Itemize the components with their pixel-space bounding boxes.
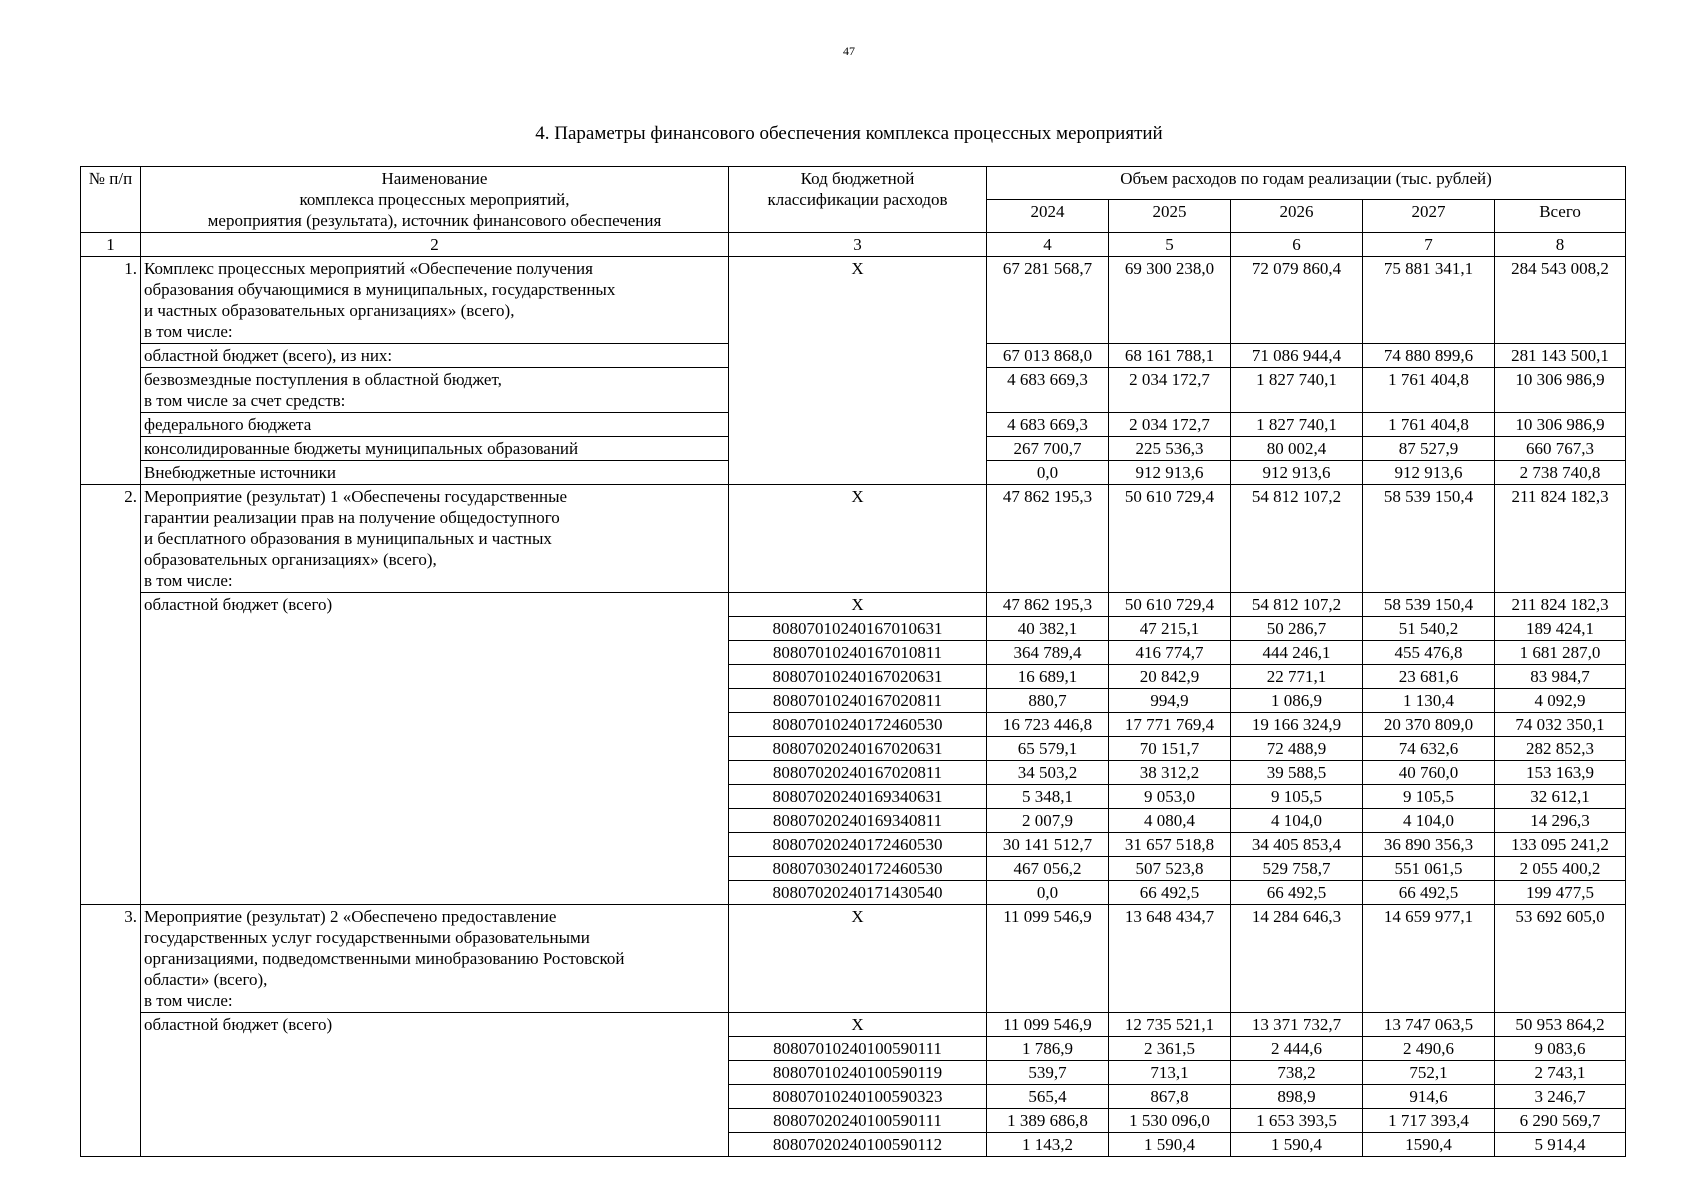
value-cell: 867,8 [1109, 1085, 1231, 1109]
value-cell: 66 492,5 [1363, 881, 1495, 905]
row-name [141, 368, 729, 413]
value-cell: 284 543 008,2 [1495, 257, 1626, 344]
row-name [141, 257, 729, 344]
budget-code: 80807030240172460530 [729, 857, 987, 881]
value-cell: 53 692 605,0 [1495, 905, 1626, 1013]
value-cell: 16 689,1 [987, 665, 1109, 689]
value-cell: 2 361,5 [1109, 1037, 1231, 1061]
value-cell: 565,4 [987, 1085, 1109, 1109]
column-number: 1 [81, 233, 141, 257]
value-cell: 539,7 [987, 1061, 1109, 1085]
row-name-line: в том числе: [144, 571, 233, 590]
value-cell: 199 477,5 [1495, 881, 1626, 905]
value-cell: 80 002,4 [1231, 437, 1363, 461]
value-cell: 50 610 729,4 [1109, 485, 1231, 593]
value-cell: 14 284 646,3 [1231, 905, 1363, 1013]
budget-code: 80807010240172460530 [729, 713, 987, 737]
value-cell: 1 717 393,4 [1363, 1109, 1495, 1133]
value-cell: 70 151,7 [1109, 737, 1231, 761]
column-number: 4 [987, 233, 1109, 257]
value-cell: 12 735 521,1 [1109, 1013, 1231, 1037]
row-name-line: образовательных организациях» (всего), [144, 550, 437, 569]
value-cell: 2 034 172,7 [1109, 413, 1231, 437]
value-cell: 65 579,1 [987, 737, 1109, 761]
value-cell: 9 053,0 [1109, 785, 1231, 809]
value-cell: 40 760,0 [1363, 761, 1495, 785]
budget-code: 80807010240100590111 [729, 1037, 987, 1061]
value-cell: 22 771,1 [1231, 665, 1363, 689]
row-name-line: безвозмездные поступления в областной бюджет, [144, 370, 502, 389]
value-cell: 752,1 [1363, 1061, 1495, 1085]
budget-code: 80807010240100590323 [729, 1085, 987, 1109]
header-volume: Объем расходов по годам реализации (тыс. рублей) [987, 167, 1626, 200]
value-cell: 13 747 063,5 [1363, 1013, 1495, 1037]
value-cell: 67 013 868,0 [987, 344, 1109, 368]
budget-code: Х [729, 905, 987, 1013]
value-cell: 14 659 977,1 [1363, 905, 1495, 1013]
header-year: Всего [1495, 200, 1626, 233]
header-name-line: Наименование [381, 169, 488, 188]
row-name-line: Мероприятие (результат) 1 «Обеспечены государственные [144, 487, 568, 506]
value-cell: 1 389 686,8 [987, 1109, 1109, 1133]
table-row [81, 905, 1626, 1013]
value-cell: 74 880 899,6 [1363, 344, 1495, 368]
value-cell: 2 007,9 [987, 809, 1109, 833]
column-numbers-row [81, 233, 1626, 257]
budget-code: 80807020240100590112 [729, 1133, 987, 1157]
value-cell: 13 648 434,7 [1109, 905, 1231, 1013]
value-cell: 23 681,6 [1363, 665, 1495, 689]
budget-code: 80807020240169340811 [729, 809, 987, 833]
row-name-line: гарантии реализации прав на получение общедоступного [144, 508, 560, 527]
value-cell: 467 056,2 [987, 857, 1109, 881]
row-name-line: государственных услуг государственными образовательными [144, 928, 590, 947]
page-number: 47 [843, 44, 855, 58]
row-name-line: в том числе: [144, 991, 233, 1010]
value-cell: 66 492,5 [1231, 881, 1363, 905]
budget-code: 80807020240167020811 [729, 761, 987, 785]
header-code-line: классификации расходов [767, 190, 948, 209]
value-cell: 47 862 195,3 [987, 593, 1109, 617]
value-cell: 211 824 182,3 [1495, 485, 1626, 593]
header-row [81, 167, 1626, 200]
value-cell: 87 527,9 [1363, 437, 1495, 461]
value-cell: 69 300 238,0 [1109, 257, 1231, 344]
value-cell: 1 827 740,1 [1231, 368, 1363, 413]
value-cell: 9 105,5 [1231, 785, 1363, 809]
value-cell: 1 761 404,8 [1363, 368, 1495, 413]
value-cell: 133 095 241,2 [1495, 833, 1626, 857]
value-cell: 444 246,1 [1231, 641, 1363, 665]
column-number: 7 [1363, 233, 1495, 257]
budget-code: 80807010240167010631 [729, 617, 987, 641]
value-cell: 19 166 324,9 [1231, 713, 1363, 737]
value-cell: 1 590,4 [1231, 1133, 1363, 1157]
value-cell: 3 246,7 [1495, 1085, 1626, 1109]
value-cell: 1 786,9 [987, 1037, 1109, 1061]
row-name-line: и частных образовательных организациях» (всего), [144, 301, 515, 320]
value-cell: 11 099 546,9 [987, 1013, 1109, 1037]
value-cell: 267 700,7 [987, 437, 1109, 461]
value-cell: 4 092,9 [1495, 689, 1626, 713]
value-cell: 66 492,5 [1109, 881, 1231, 905]
value-cell: 11 099 546,9 [987, 905, 1109, 1013]
financing-table [80, 166, 1626, 1157]
value-cell: 2 444,6 [1231, 1037, 1363, 1061]
value-cell: 14 296,3 [1495, 809, 1626, 833]
value-cell: 74 032 350,1 [1495, 713, 1626, 737]
header-name-line: мероприятия (результата), источник финансового обеспечения [207, 211, 662, 230]
header-code-line: Код бюджетной [800, 169, 915, 188]
budget-code: 80807020240169340631 [729, 785, 987, 809]
value-cell: 914,6 [1363, 1085, 1495, 1109]
value-cell: 1 827 740,1 [1231, 413, 1363, 437]
value-cell: 507 523,8 [1109, 857, 1231, 881]
value-cell: 1590,4 [1363, 1133, 1495, 1157]
row-name [141, 413, 729, 437]
value-cell: 2 743,1 [1495, 1061, 1626, 1085]
row-name-line: в том числе за счет средств: [144, 391, 346, 410]
row-name [141, 344, 729, 368]
value-cell: 364 789,4 [987, 641, 1109, 665]
value-cell: 4 683 669,3 [987, 413, 1109, 437]
value-cell: 67 281 568,7 [987, 257, 1109, 344]
value-cell: 1 761 404,8 [1363, 413, 1495, 437]
row-name: областной бюджет (всего) [141, 1013, 729, 1157]
value-cell: 10 306 986,9 [1495, 368, 1626, 413]
row-name-line: Комплекс процессных мероприятий «Обеспечение получения [144, 259, 593, 278]
budget-code: 80807020240167020631 [729, 737, 987, 761]
value-cell: 912 913,6 [1231, 461, 1363, 485]
value-cell: 51 540,2 [1363, 617, 1495, 641]
budget-code: Х [729, 257, 987, 485]
value-cell: 1 143,2 [987, 1133, 1109, 1157]
value-cell: 455 476,8 [1363, 641, 1495, 665]
value-cell: 880,7 [987, 689, 1109, 713]
value-cell: 1 681 287,0 [1495, 641, 1626, 665]
value-cell: 10 306 986,9 [1495, 413, 1626, 437]
column-number: 2 [141, 233, 729, 257]
budget-code: 80807020240172460530 [729, 833, 987, 857]
row-name: областной бюджет (всего) [141, 593, 729, 905]
value-cell: 2 738 740,8 [1495, 461, 1626, 485]
budget-code: Х [729, 593, 987, 617]
value-cell: 31 657 518,8 [1109, 833, 1231, 857]
value-cell: 58 539 150,4 [1363, 485, 1495, 593]
header-year: 2026 [1231, 200, 1363, 233]
value-cell: 71 086 944,4 [1231, 344, 1363, 368]
column-number: 8 [1495, 233, 1626, 257]
value-cell: 2 055 400,2 [1495, 857, 1626, 881]
budget-code: 80807010240167010811 [729, 641, 987, 665]
value-cell: 2 490,6 [1363, 1037, 1495, 1061]
value-cell: 551 061,5 [1363, 857, 1495, 881]
value-cell: 994,9 [1109, 689, 1231, 713]
value-cell: 1 590,4 [1109, 1133, 1231, 1157]
value-cell: 68 161 788,1 [1109, 344, 1231, 368]
value-cell: 225 536,3 [1109, 437, 1231, 461]
value-cell: 0,0 [987, 461, 1109, 485]
row-name-line: федерального бюджета [144, 415, 312, 434]
value-cell: 4 080,4 [1109, 809, 1231, 833]
value-cell: 16 723 446,8 [987, 713, 1109, 737]
value-cell: 58 539 150,4 [1363, 593, 1495, 617]
row-name [141, 485, 729, 593]
row-name-line: образования обучающимися в муниципальных, государственных [144, 280, 616, 299]
value-cell: 153 163,9 [1495, 761, 1626, 785]
value-cell: 738,2 [1231, 1061, 1363, 1085]
budget-code: 80807010240167020631 [729, 665, 987, 689]
value-cell: 54 812 107,2 [1231, 485, 1363, 593]
row-name [141, 905, 729, 1013]
value-cell: 4 683 669,3 [987, 368, 1109, 413]
budget-code: Х [729, 1013, 987, 1037]
value-cell: 13 371 732,7 [1231, 1013, 1363, 1037]
value-cell: 6 290 569,7 [1495, 1109, 1626, 1133]
header-year: 2025 [1109, 200, 1231, 233]
column-number: 3 [729, 233, 987, 257]
row-name [141, 461, 729, 485]
row-name-line: Мероприятие (результат) 2 «Обеспечено предоставление [144, 907, 557, 926]
value-cell: 34 503,2 [987, 761, 1109, 785]
column-number: 6 [1231, 233, 1363, 257]
value-cell: 416 774,7 [1109, 641, 1231, 665]
header-num: № п/п [81, 167, 141, 233]
row-number: 2. [81, 485, 141, 905]
value-cell: 713,1 [1109, 1061, 1231, 1085]
value-cell: 72 079 860,4 [1231, 257, 1363, 344]
header-name-line: комплекса процессных мероприятий, [299, 190, 570, 209]
table-row [81, 485, 1626, 593]
value-cell: 1 130,4 [1363, 689, 1495, 713]
value-cell: 281 143 500,1 [1495, 344, 1626, 368]
value-cell: 72 488,9 [1231, 737, 1363, 761]
table-row [81, 1013, 1626, 1037]
value-cell: 39 588,5 [1231, 761, 1363, 785]
value-cell: 282 852,3 [1495, 737, 1626, 761]
row-name-line: и бесплатного образования в муниципальных и частных [144, 529, 552, 548]
value-cell: 54 812 107,2 [1231, 593, 1363, 617]
value-cell: 83 984,7 [1495, 665, 1626, 689]
column-number: 5 [1109, 233, 1231, 257]
row-name [141, 437, 729, 461]
table-row [81, 593, 1626, 617]
value-cell: 50 610 729,4 [1109, 593, 1231, 617]
row-name-line: области» (всего), [144, 970, 268, 989]
budget-code: 80807020240171430540 [729, 881, 987, 905]
value-cell: 50 953 864,2 [1495, 1013, 1626, 1037]
budget-code: Х [729, 485, 987, 593]
value-cell: 5 348,1 [987, 785, 1109, 809]
row-name-line: организациями, подведомственными минобразованию Ростовской [144, 949, 625, 968]
row-name-line: Внебюджетные источники [144, 463, 336, 482]
header-year: 2027 [1363, 200, 1495, 233]
value-cell: 189 424,1 [1495, 617, 1626, 641]
header-year: 2024 [987, 200, 1109, 233]
value-cell: 211 824 182,3 [1495, 593, 1626, 617]
value-cell: 30 141 512,7 [987, 833, 1109, 857]
value-cell: 47 215,1 [1109, 617, 1231, 641]
value-cell: 75 881 341,1 [1363, 257, 1495, 344]
value-cell: 50 286,7 [1231, 617, 1363, 641]
table-row [81, 257, 1626, 344]
budget-code: 80807010240100590119 [729, 1061, 987, 1085]
value-cell: 4 104,0 [1231, 809, 1363, 833]
row-name-line: консолидированные бюджеты муниципальных образований [144, 439, 579, 458]
budget-code: 80807020240100590111 [729, 1109, 987, 1133]
value-cell: 36 890 356,3 [1363, 833, 1495, 857]
value-cell: 32 612,1 [1495, 785, 1626, 809]
header-name [141, 167, 729, 233]
value-cell: 912 913,6 [1109, 461, 1231, 485]
value-cell: 660 767,3 [1495, 437, 1626, 461]
value-cell: 5 914,4 [1495, 1133, 1626, 1157]
value-cell: 1 530 096,0 [1109, 1109, 1231, 1133]
value-cell: 898,9 [1231, 1085, 1363, 1109]
value-cell: 1 086,9 [1231, 689, 1363, 713]
value-cell: 9 105,5 [1363, 785, 1495, 809]
value-cell: 47 862 195,3 [987, 485, 1109, 593]
value-cell: 912 913,6 [1363, 461, 1495, 485]
value-cell: 38 312,2 [1109, 761, 1231, 785]
value-cell: 17 771 769,4 [1109, 713, 1231, 737]
value-cell: 0,0 [987, 881, 1109, 905]
value-cell: 74 632,6 [1363, 737, 1495, 761]
value-cell: 34 405 853,4 [1231, 833, 1363, 857]
row-name-line: областной бюджет (всего), из них: [144, 346, 393, 365]
value-cell: 20 370 809,0 [1363, 713, 1495, 737]
header-code [729, 167, 987, 233]
value-cell: 1 653 393,5 [1231, 1109, 1363, 1133]
row-number: 3. [81, 905, 141, 1157]
document-title: 4. Параметры финансового обеспечения комплекса процессных мероприятий [535, 123, 1163, 144]
value-cell: 529 758,7 [1231, 857, 1363, 881]
row-number: 1. [81, 257, 141, 485]
row-name-line: в том числе: [144, 322, 233, 341]
value-cell: 9 083,6 [1495, 1037, 1626, 1061]
value-cell: 2 034 172,7 [1109, 368, 1231, 413]
value-cell: 40 382,1 [987, 617, 1109, 641]
budget-code: 80807010240167020811 [729, 689, 987, 713]
value-cell: 20 842,9 [1109, 665, 1231, 689]
value-cell: 4 104,0 [1363, 809, 1495, 833]
